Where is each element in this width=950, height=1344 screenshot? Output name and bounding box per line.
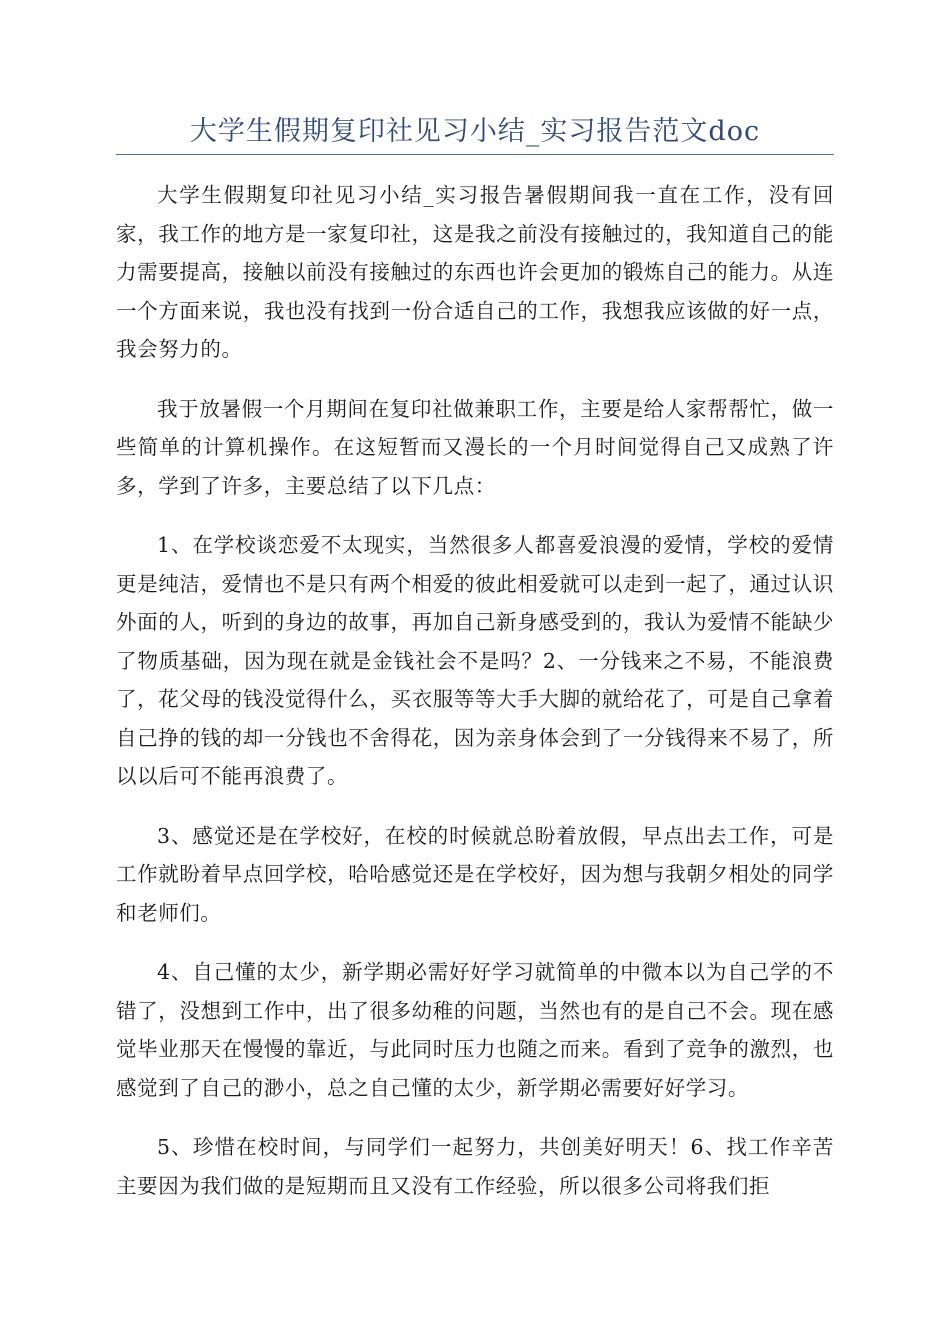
- paragraph-point-4: 4、自己懂的太少，新学期必需好好学习就简单的中微本以为自己学的不错了，没想到工作中，出了很多幼稚的问题，当然也有的是自己不会。现在感觉毕业那天在慢慢的靠近，与此同时压力也随之而来。看到了竞争的激烈，也感觉到了自己的渺小，总之自己懂的太少，新学期必需要好好学习。: [116, 960, 834, 1100]
- paragraph-summary: 我于放暑假一个月期间在复印社做兼职工作，主要是给人家帮帮忙，做一些简单的计算机操作。在这短暂而又漫长的一个月时间觉得自己又成熟了许多，学到了许多，主要总结了以下几点：: [116, 396, 834, 498]
- paragraph-point-5-6: 5、珍惜在校时间，与同学们一起努力，共创美好明天！6、找工作辛苦主要因为我们做的是短期而且又没有工作经验，所以很多公司将我们拒: [116, 1135, 834, 1198]
- paragraph-point-1-2: 1、在学校谈恋爱不太现实，当然很多人都喜爱浪漫的爱情，学校的爱情更是纯洁，爱情也不是只有两个相爱的彼此相爱就可以走到一起了，通过认识外面的人，听到的身边的故事，再加自己新身感受到的，我认为爱情不能缺少了物质基础，因为现在就是金钱社会不是吗？2、一分钱来之不易，不能浪费了，花父母的钱没觉得什么，买衣服等等大手大脚的就给花了，可是自己拿着自己挣的钱的却一分钱也不舍得花，因为亲身体会到了一分钱得来不易了，所以以后可不能再浪费了。: [116, 533, 834, 788]
- paragraph-point-3: 3、感觉还是在学校好，在校的时候就总盼着放假，早点出去工作，可是工作就盼着早点回学校，哈哈感觉还是在学校好，因为想与我朝夕相处的同学和老师们。: [116, 823, 834, 925]
- paragraph-intro: 大学生假期复印社见习小结_实习报告暑假期间我一直在工作，没有回家，我工作的地方是一家复印社，这是我之前没有接触过的，我知道自己的能力需要提高，接触以前没有接触过的东西也许会更加的锻炼自己的能力。从连一个方面来说，我也没有找到一份合适自己的工作，我想我应该做的好一点，我会努力的。: [116, 183, 834, 361]
- document-body: [116, 176, 834, 1226]
- title-underline: [116, 154, 834, 155]
- document-title: 大学生假期复印社见习小结_实习报告范文doc: [189, 116, 761, 147]
